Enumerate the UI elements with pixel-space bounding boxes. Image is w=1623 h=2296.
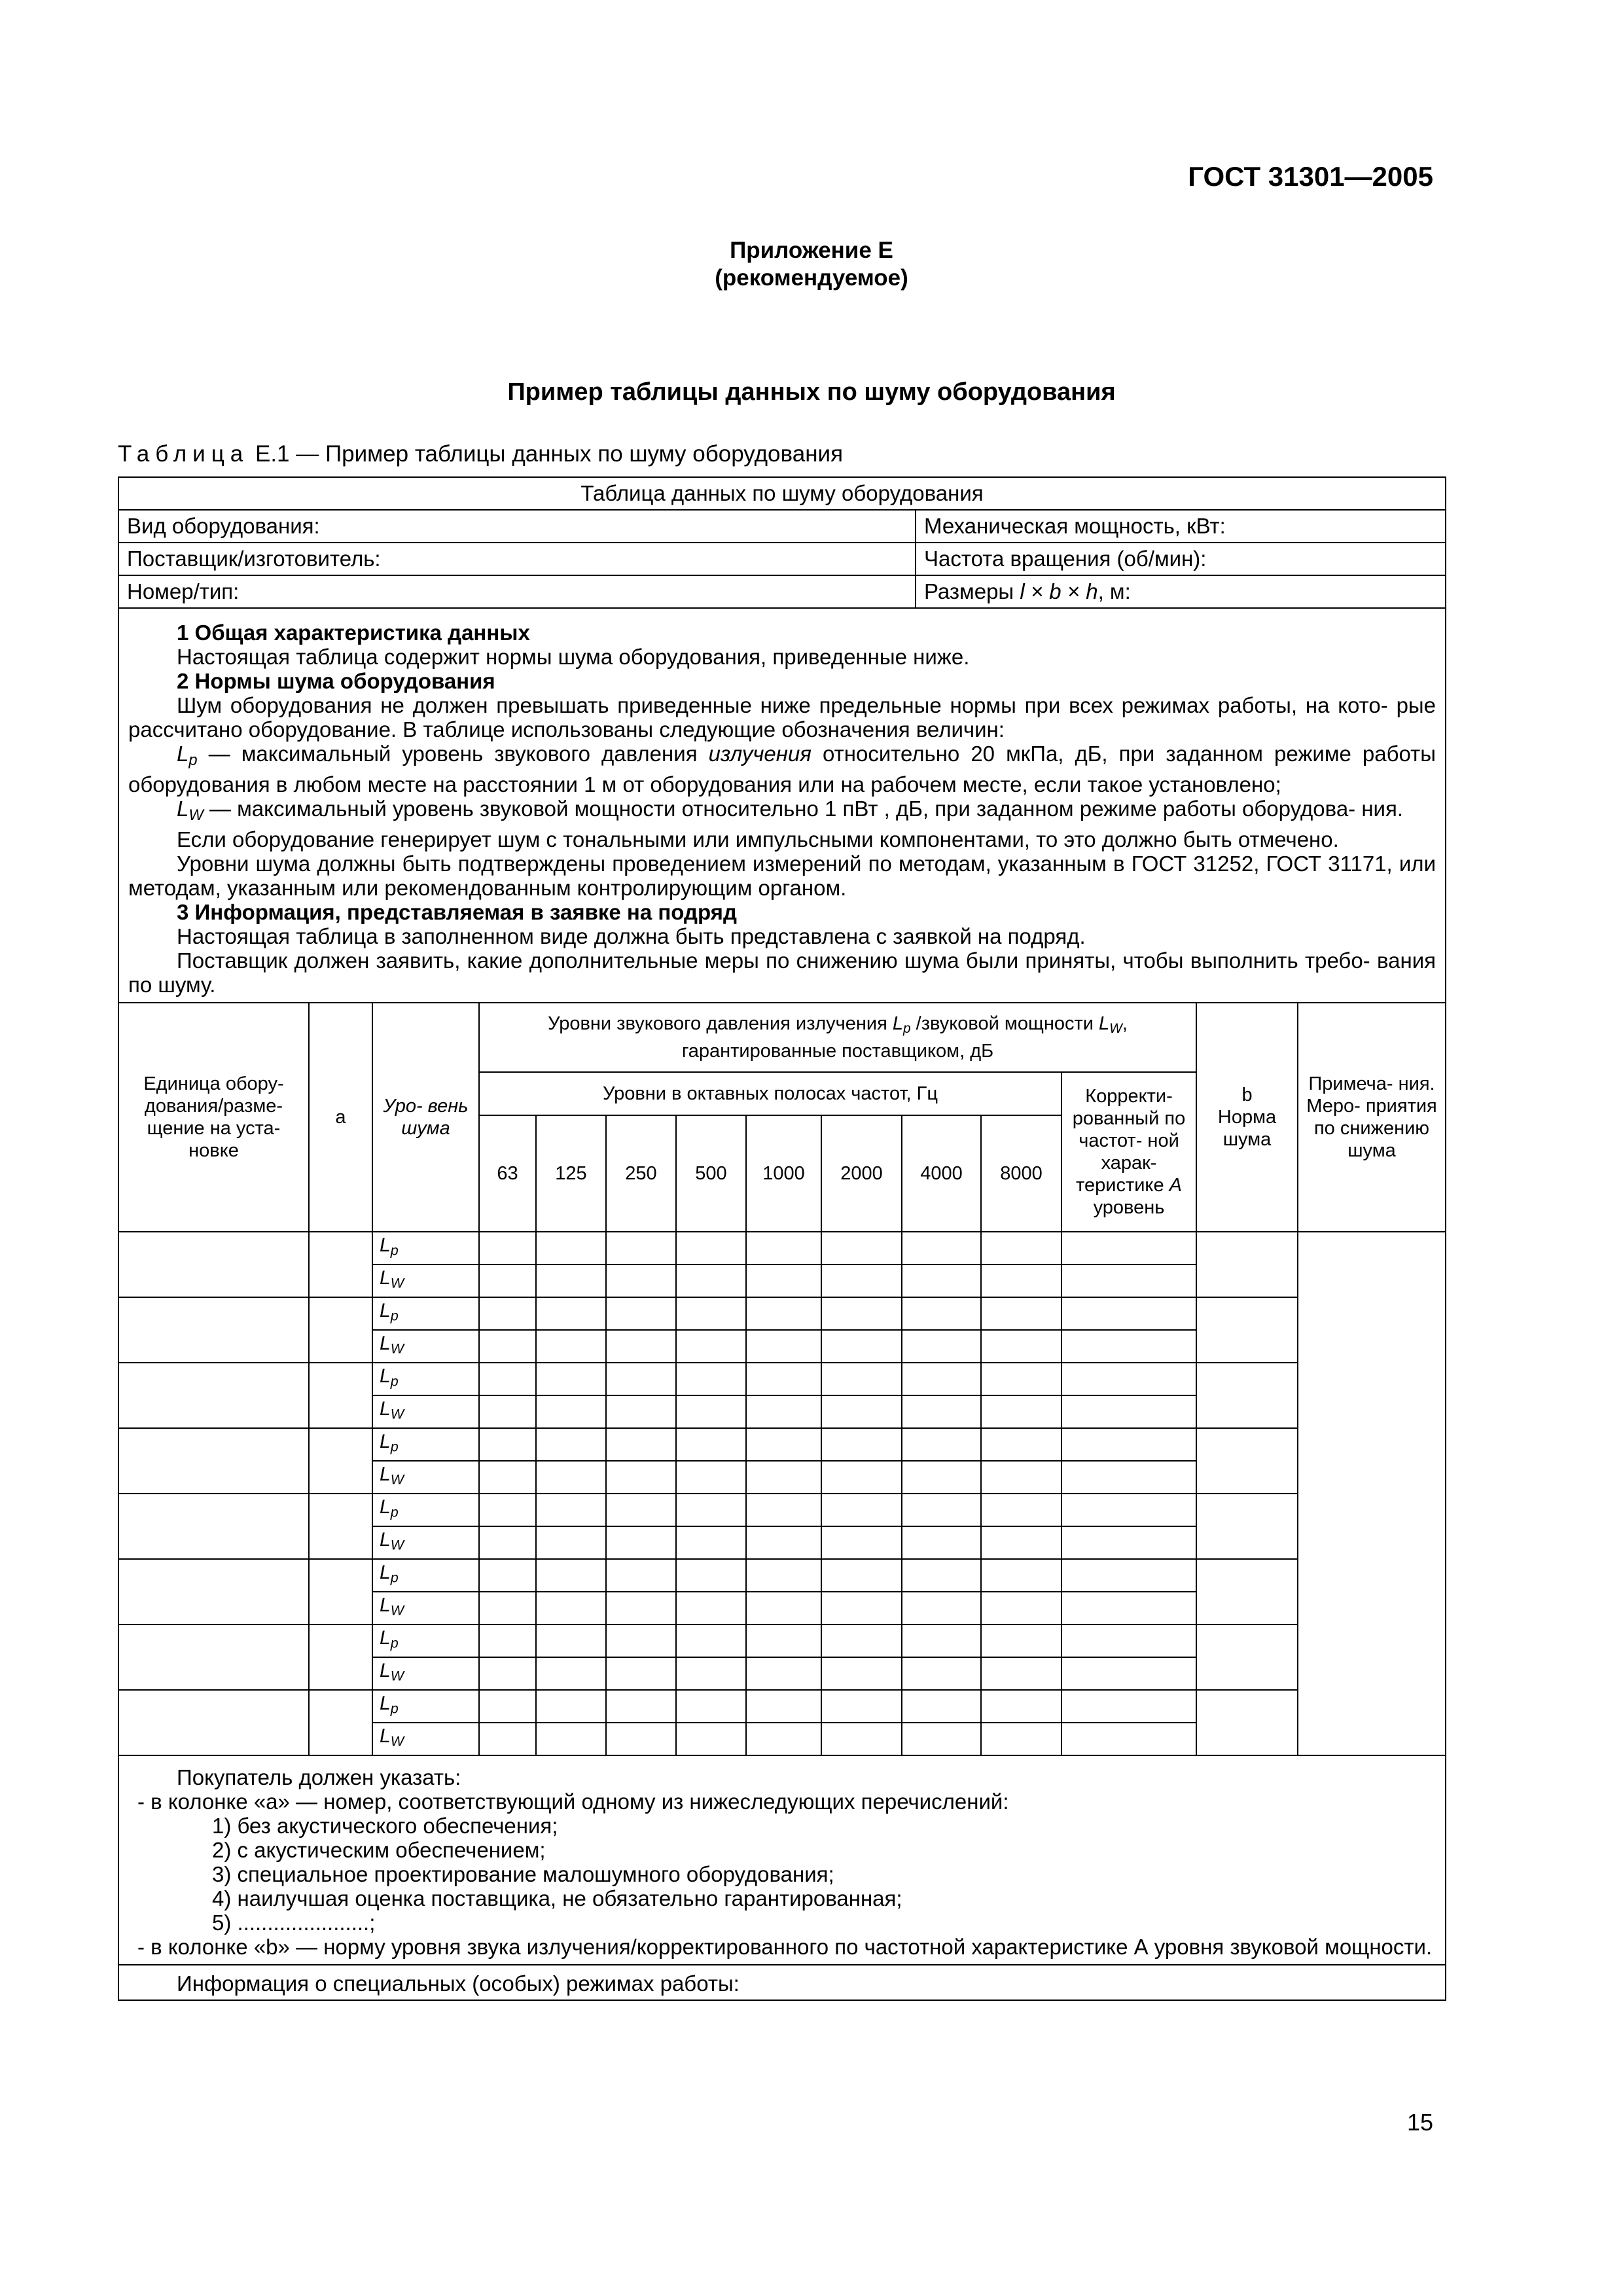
page-number: 15 — [1406, 2109, 1433, 2136]
level-label: $L_W$ — [372, 1657, 479, 1690]
value-cell[interactable] — [1061, 1395, 1196, 1428]
table-caption-prefix: Таблица — [118, 441, 249, 467]
value-cell[interactable] — [902, 1265, 981, 1297]
value-cell[interactable] — [536, 1657, 606, 1690]
value-cell[interactable] — [902, 1723, 981, 1755]
value-cell[interactable] — [902, 1657, 981, 1690]
value-cell[interactable] — [676, 1363, 746, 1395]
col-header-unit: Единица обору- дования/разме- щение на уста- новке — [119, 1003, 309, 1232]
value-cell[interactable] — [902, 1592, 981, 1624]
b-cell[interactable] — [1196, 1624, 1298, 1690]
value-cell[interactable] — [981, 1723, 1061, 1755]
b-cell[interactable] — [1196, 1232, 1298, 1297]
value-cell[interactable] — [902, 1363, 981, 1395]
value-cell[interactable] — [676, 1559, 746, 1592]
paragraph-norms: Шум оборудования не должен превышать приведенные ниже предельные нормы при всех режимах работы, на кото- рые рассчитано оборудование. В таблице использованы следующие обозначения величин: — [128, 693, 1436, 742]
appendix-title: Приложение Е — [730, 238, 893, 263]
value-cell[interactable] — [536, 1232, 606, 1265]
value-cell[interactable] — [746, 1363, 821, 1395]
freq-4000: 4000 — [902, 1115, 981, 1232]
freq-2000: 2000 — [821, 1115, 902, 1232]
value-cell[interactable] — [981, 1461, 1061, 1494]
level-label: $L_p$ — [372, 1690, 479, 1723]
value-cell[interactable] — [536, 1723, 606, 1755]
col-header-octave: Уровни в октавных полосах частот, Гц — [479, 1072, 1061, 1115]
value-cell[interactable] — [981, 1690, 1061, 1723]
level-label: $L_p$ — [372, 1428, 479, 1461]
value-cell[interactable] — [676, 1395, 746, 1428]
paragraph-tender: Настоящая таблица в заполненном виде должна быть представлена с заявкой на подряд. — [177, 924, 1086, 948]
value-cell[interactable] — [902, 1494, 981, 1526]
value-cell[interactable] — [606, 1232, 676, 1265]
value-cell[interactable] — [479, 1330, 536, 1363]
table-row — [119, 1232, 1445, 1265]
value-cell[interactable] — [479, 1265, 536, 1297]
field-number-type: Номер/тип: — [119, 576, 916, 607]
a-cell[interactable] — [309, 1559, 372, 1624]
value-cell[interactable] — [746, 1297, 821, 1330]
a-cell[interactable] — [309, 1624, 372, 1690]
value-cell[interactable] — [746, 1395, 821, 1428]
value-cell[interactable] — [479, 1395, 536, 1428]
buyer-instructions — [119, 1756, 1445, 1964]
value-cell[interactable] — [676, 1265, 746, 1297]
value-cell[interactable] — [746, 1265, 821, 1297]
value-cell[interactable] — [746, 1330, 821, 1363]
level-label: $L_p$ — [372, 1559, 479, 1592]
value-cell[interactable] — [1061, 1526, 1196, 1559]
value-cell[interactable] — [479, 1494, 536, 1526]
value-cell[interactable] — [821, 1363, 902, 1395]
value-cell[interactable] — [821, 1592, 902, 1624]
b-cell[interactable] — [1196, 1363, 1298, 1428]
value-cell[interactable] — [1061, 1559, 1196, 1592]
value-cell[interactable] — [676, 1232, 746, 1265]
value-cell[interactable] — [536, 1265, 606, 1297]
value-cell[interactable] — [536, 1690, 606, 1723]
value-cell[interactable] — [981, 1592, 1061, 1624]
level-label: $L_p$ — [372, 1232, 479, 1265]
value-cell[interactable] — [981, 1265, 1061, 1297]
table-title: Таблица данных по шуму оборудования — [119, 478, 1445, 511]
value-cell[interactable] — [746, 1657, 821, 1690]
list-item: 5) ......................; — [212, 1910, 376, 1935]
heading-general: 1 Общая характеристика данных — [177, 620, 530, 645]
paragraph-general: Настоящая таблица содержит нормы шума оборудования, приведенные ниже. — [177, 645, 970, 669]
value-cell[interactable] — [606, 1461, 676, 1494]
b-cell[interactable] — [1196, 1297, 1298, 1363]
value-cell[interactable] — [981, 1330, 1061, 1363]
level-label: $L_W$ — [372, 1395, 479, 1428]
a-cell[interactable] — [309, 1494, 372, 1559]
unit-cell[interactable] — [119, 1494, 309, 1559]
table-row — [119, 1690, 1445, 1723]
value-cell[interactable] — [1061, 1723, 1196, 1755]
freq-1000: 1000 — [746, 1115, 821, 1232]
col-header-group: Уровни звукового давления излучения $L_p$ /звуковой мощности $L_W$, гарантированные поставщиком, дБ — [479, 1003, 1196, 1072]
unit-cell[interactable] — [119, 1232, 309, 1297]
value-cell[interactable] — [1061, 1494, 1196, 1526]
a-cell[interactable] — [309, 1690, 372, 1755]
value-cell[interactable] — [536, 1494, 606, 1526]
unit-cell[interactable] — [119, 1559, 309, 1624]
value-cell[interactable] — [606, 1559, 676, 1592]
level-label: $L_W$ — [372, 1265, 479, 1297]
a-cell[interactable] — [309, 1232, 372, 1297]
value-cell[interactable] — [479, 1526, 536, 1559]
field-mechanical-power: Механическая мощность, кВт: — [924, 514, 1226, 538]
level-label: $L_p$ — [372, 1297, 479, 1330]
field-equipment-type: Вид оборудования: — [119, 511, 916, 542]
col-header-b: b Норма шума — [1196, 1003, 1298, 1232]
value-cell[interactable] — [902, 1428, 981, 1461]
field-row-type — [119, 576, 1445, 609]
col-header-level: Уро- вень шума — [372, 1003, 479, 1232]
value-cell[interactable] — [981, 1657, 1061, 1690]
a-cell[interactable] — [309, 1428, 372, 1494]
value-cell[interactable] — [746, 1624, 821, 1657]
value-cell[interactable] — [606, 1330, 676, 1363]
value-cell[interactable] — [821, 1723, 902, 1755]
value-cell[interactable] — [1061, 1690, 1196, 1723]
value-cell[interactable] — [902, 1297, 981, 1330]
value-cell[interactable] — [536, 1526, 606, 1559]
heading-tender: 3 Информация, представляемая в заявке на подряд — [177, 899, 737, 924]
b-cell[interactable] — [1196, 1494, 1298, 1559]
col-header-corrected: Корректи- рованный по частот- ной харак- теристике А уровень — [1061, 1072, 1196, 1232]
field-row-supplier — [119, 543, 1445, 576]
value-cell[interactable] — [676, 1657, 746, 1690]
unit-cell[interactable] — [119, 1690, 309, 1755]
value-cell[interactable] — [902, 1690, 981, 1723]
freq-250: 250 — [606, 1115, 676, 1232]
value-cell[interactable] — [981, 1363, 1061, 1395]
unit-cell[interactable] — [119, 1624, 309, 1690]
col-header-notes: Примеча- ния. Меро- приятия по снижению шума — [1298, 1003, 1445, 1232]
list-item: 3) специальное проектирование малошумного оборудования; — [212, 1861, 834, 1886]
field-rotation-speed: Частота вращения (об/мин): — [924, 547, 1207, 571]
paragraph-verification: Уровни шума должны быть подтверждены проведением измерений по методам, указанным в ГОСТ 31252, ГОСТ 31171, или методам, указанным или рекомендованным контролирующим органом. — [128, 851, 1436, 900]
special-modes-row: Информация о специальных (особых) режимах работы: — [119, 1964, 1445, 2000]
value-cell[interactable] — [606, 1297, 676, 1330]
value-cell[interactable] — [479, 1363, 536, 1395]
value-cell[interactable] — [606, 1690, 676, 1723]
value-cell[interactable] — [536, 1592, 606, 1624]
value-cell[interactable] — [1061, 1330, 1196, 1363]
value-cell[interactable] — [1061, 1657, 1196, 1690]
level-label: $L_W$ — [372, 1461, 479, 1494]
noise-levels-grid — [119, 1002, 1445, 1756]
value-cell[interactable] — [676, 1592, 746, 1624]
dimensions-label: Размеры — [924, 579, 1014, 603]
table-row — [119, 1363, 1445, 1395]
dimensions-unit: , м: — [1097, 579, 1131, 603]
column-a-instruction: - в колонке «а» — номер, соответствующий одному из нижеследующих перечислений: — [137, 1789, 1009, 1814]
value-cell[interactable] — [821, 1395, 902, 1428]
value-cell[interactable] — [479, 1690, 536, 1723]
value-cell[interactable] — [479, 1232, 536, 1265]
definition-lp: $L_p$ — максимальный уровень звукового давления излучения относительно 20 мкПа, дБ, при заданном режиме работы оборудования в любом месте на расстоянии 1 м от оборудования или на рабочем месте, если такое установлено; — [128, 742, 1436, 797]
value-cell[interactable] — [1061, 1265, 1196, 1297]
value-cell[interactable] — [676, 1330, 746, 1363]
value-cell[interactable] — [1061, 1363, 1196, 1395]
data-rows — [119, 1232, 1445, 1755]
value-cell[interactable] — [746, 1494, 821, 1526]
table-row — [119, 1559, 1445, 1592]
value-cell[interactable] — [821, 1526, 902, 1559]
description-block — [119, 609, 1445, 1002]
value-cell[interactable] — [606, 1526, 676, 1559]
value-cell[interactable] — [676, 1526, 746, 1559]
value-cell[interactable] — [821, 1559, 902, 1592]
level-label: $L_W$ — [372, 1526, 479, 1559]
value-cell[interactable] — [981, 1526, 1061, 1559]
value-cell[interactable] — [536, 1624, 606, 1657]
unit-cell[interactable] — [119, 1428, 309, 1494]
value-cell[interactable] — [902, 1330, 981, 1363]
value-cell[interactable] — [536, 1559, 606, 1592]
value-cell[interactable] — [902, 1624, 981, 1657]
value-cell[interactable] — [536, 1330, 606, 1363]
section-title: Пример таблицы данных по шуму оборудования — [507, 378, 1116, 406]
value-cell[interactable] — [902, 1461, 981, 1494]
table-row — [119, 1494, 1445, 1526]
value-cell[interactable] — [676, 1624, 746, 1657]
value-cell[interactable] — [676, 1723, 746, 1755]
value-cell[interactable] — [981, 1428, 1061, 1461]
value-cell[interactable] — [676, 1690, 746, 1723]
list-item: 1) без акустического обеспечения; — [212, 1813, 558, 1838]
level-label: $L_W$ — [372, 1330, 479, 1363]
value-cell[interactable] — [821, 1690, 902, 1723]
value-cell[interactable] — [606, 1624, 676, 1657]
field-row-equipment — [119, 511, 1445, 543]
value-cell[interactable] — [606, 1723, 676, 1755]
buyer-intro: Покупатель должен указать: — [177, 1765, 461, 1789]
a-cell[interactable] — [309, 1297, 372, 1363]
unit-cell[interactable] — [119, 1363, 309, 1428]
value-cell[interactable] — [821, 1265, 902, 1297]
value-cell[interactable] — [606, 1363, 676, 1395]
level-label: $L_W$ — [372, 1723, 479, 1755]
value-cell[interactable] — [821, 1657, 902, 1690]
table-caption — [118, 441, 843, 467]
value-cell[interactable] — [746, 1559, 821, 1592]
value-cell[interactable] — [1061, 1592, 1196, 1624]
b-cell[interactable] — [1196, 1690, 1298, 1755]
unit-cell[interactable] — [119, 1297, 309, 1363]
value-cell[interactable] — [1061, 1428, 1196, 1461]
value-cell[interactable] — [981, 1232, 1061, 1265]
value-cell[interactable] — [676, 1494, 746, 1526]
level-label: $L_p$ — [372, 1624, 479, 1657]
table-row — [119, 1624, 1445, 1657]
noise-data-table — [118, 476, 1446, 2001]
value-cell[interactable] — [479, 1559, 536, 1592]
level-label: $L_p$ — [372, 1363, 479, 1395]
value-cell[interactable] — [746, 1461, 821, 1494]
level-label: $L_p$ — [372, 1494, 479, 1526]
freq-125: 125 — [536, 1115, 606, 1232]
value-cell[interactable] — [479, 1428, 536, 1461]
heading-norms: 2 Нормы шума оборудования — [177, 669, 495, 693]
value-cell[interactable] — [479, 1461, 536, 1494]
value-cell[interactable] — [746, 1232, 821, 1265]
value-cell[interactable] — [536, 1363, 606, 1395]
field-supplier: Поставщик/изготовитель: — [119, 543, 916, 575]
list-item: 2) с акустическим обеспечением; — [212, 1837, 546, 1862]
value-cell[interactable] — [902, 1559, 981, 1592]
value-cell[interactable] — [536, 1395, 606, 1428]
value-cell[interactable] — [606, 1395, 676, 1428]
table-row — [119, 1428, 1445, 1461]
table-row — [119, 1297, 1445, 1330]
value-cell[interactable] — [902, 1526, 981, 1559]
value-cell[interactable] — [821, 1428, 902, 1461]
value-cell[interactable] — [479, 1723, 536, 1755]
value-cell[interactable] — [821, 1494, 902, 1526]
value-cell[interactable] — [606, 1657, 676, 1690]
value-cell[interactable] — [981, 1624, 1061, 1657]
value-cell[interactable] — [676, 1461, 746, 1494]
value-cell[interactable] — [606, 1592, 676, 1624]
value-cell[interactable] — [536, 1428, 606, 1461]
value-cell[interactable] — [479, 1624, 536, 1657]
value-cell[interactable] — [1061, 1624, 1196, 1657]
col-header-a: а — [309, 1003, 372, 1232]
paragraph-measures: Поставщик должен заявить, какие дополнительные меры по снижению шума были приняты, чтобы выполнить требо- вания по шуму. — [128, 948, 1436, 997]
value-cell[interactable] — [479, 1297, 536, 1330]
column-b-instruction: - в колонке «b» — норму уровня звука излучения/корректированного по частотной характеристике А уровня звуковой мощности. — [137, 1934, 1433, 1959]
b-cell[interactable] — [1196, 1428, 1298, 1494]
freq-8000: 8000 — [981, 1115, 1061, 1232]
b-cell[interactable] — [1196, 1559, 1298, 1624]
value-cell[interactable] — [902, 1395, 981, 1428]
appendix-subtitle: (рекомендуемое) — [715, 265, 908, 291]
value-cell[interactable] — [606, 1265, 676, 1297]
document-code: ГОСТ 31301—2005 — [1188, 161, 1433, 192]
dimensions-formula: l × b × h — [1020, 579, 1098, 603]
value-cell[interactable] — [821, 1461, 902, 1494]
value-cell[interactable] — [479, 1657, 536, 1690]
appendix-heading — [0, 237, 1623, 292]
value-cell[interactable] — [821, 1297, 902, 1330]
value-cell[interactable] — [821, 1624, 902, 1657]
value-cell[interactable] — [746, 1690, 821, 1723]
value-cell[interactable] — [981, 1395, 1061, 1428]
value-cell[interactable] — [606, 1494, 676, 1526]
field-dimensions — [916, 576, 1445, 607]
value-cell[interactable] — [1061, 1297, 1196, 1330]
value-cell[interactable] — [981, 1297, 1061, 1330]
value-cell[interactable] — [746, 1526, 821, 1559]
value-cell[interactable] — [536, 1461, 606, 1494]
value-cell[interactable] — [536, 1297, 606, 1330]
value-cell[interactable] — [821, 1232, 902, 1265]
freq-63: 63 — [479, 1115, 536, 1232]
value-cell[interactable] — [1061, 1461, 1196, 1494]
value-cell[interactable] — [1061, 1232, 1196, 1265]
list-item: 4) наилучшая оценка поставщика, не обязательно гарантированная; — [212, 1886, 902, 1910]
value-cell[interactable] — [676, 1297, 746, 1330]
paragraph-tonal: Если оборудование генерирует шум с тональными или импульсными компонентами, то это должно быть отмечено. — [177, 827, 1339, 852]
definition-lw: $L_W$ — максимальный уровень звуковой мощности относительно 1 пВт , дБ, при заданном режиме работы оборудова- ния. — [177, 796, 1404, 824]
value-cell[interactable] — [821, 1330, 902, 1363]
value-cell[interactable] — [981, 1559, 1061, 1592]
freq-500: 500 — [676, 1115, 746, 1232]
value-cell[interactable] — [606, 1428, 676, 1461]
value-cell[interactable] — [676, 1428, 746, 1461]
table-caption-text: Е.1 — Пример таблицы данных по шуму оборудования — [255, 441, 844, 467]
value-cell[interactable] — [746, 1592, 821, 1624]
value-cell[interactable] — [479, 1592, 536, 1624]
value-cell[interactable] — [981, 1494, 1061, 1526]
value-cell[interactable] — [902, 1232, 981, 1265]
a-cell[interactable] — [309, 1363, 372, 1428]
notes-cell[interactable] — [1298, 1232, 1445, 1755]
value-cell[interactable] — [746, 1723, 821, 1755]
value-cell[interactable] — [746, 1428, 821, 1461]
level-label: $L_W$ — [372, 1592, 479, 1624]
